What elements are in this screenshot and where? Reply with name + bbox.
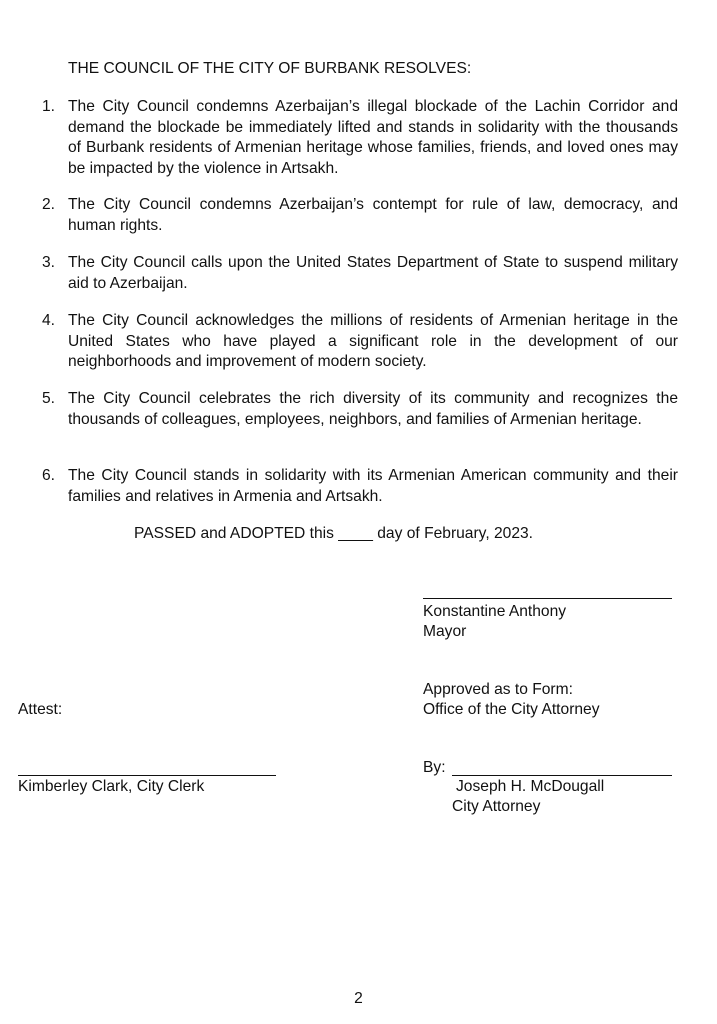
resolution-item bbox=[42, 466, 678, 507]
resolution-text: The City Council condemns Azerbaijan’s contempt for rule of law, democracy, and human rights. bbox=[68, 196, 678, 234]
resolution-item bbox=[42, 195, 678, 236]
clerk-signature-line bbox=[18, 775, 276, 776]
attorney-signature-line bbox=[452, 775, 672, 776]
resolution-item bbox=[42, 253, 678, 294]
resolution-item bbox=[42, 389, 678, 430]
resolves-heading: THE COUNCIL OF THE CITY OF BURBANK RESOLVES: bbox=[68, 60, 472, 77]
resolution-number: 6. bbox=[42, 467, 56, 484]
resolution-text: The City Council stands in solidarity with its Armenian American community and their families and relatives in Armenia and Artsakh. bbox=[68, 467, 678, 505]
resolution-number: 3. bbox=[42, 254, 56, 271]
attest-label: Attest: bbox=[18, 701, 63, 718]
resolution-item bbox=[42, 311, 678, 373]
resolution-text: The City Council acknowledges the millions of residents of Armenian heritage in the United States who have played a significant role in the development of our neighborhoods and improvement of modern society. bbox=[68, 312, 678, 371]
attorney-title: City Attorney bbox=[452, 798, 541, 815]
city-attorney-office-label: Office of the City Attorney bbox=[423, 701, 600, 718]
page-number: 2 bbox=[354, 990, 363, 1007]
by-label: By: bbox=[423, 759, 446, 776]
resolution-text: The City Council celebrates the rich diversity of its community and recognizes the thousands of colleagues, employees, neighbors, and families of Armenian heritage. bbox=[68, 390, 678, 428]
clerk-name-title: Kimberley Clark, City Clerk bbox=[18, 778, 205, 795]
resolution-number: 5. bbox=[42, 390, 56, 407]
passed-adopted-line: PASSED and ADOPTED this ____ day of February, 2023. bbox=[134, 525, 534, 542]
resolution-text: The City Council condemns Azerbaijan’s illegal blockade of the Lachin Corridor and demand the blockade be immediately lifted and stands in solidarity with the thousands of Burbank residents of Armenian heritage whose families, friends, and loved ones may be impacted by the violence in Artsakh. bbox=[68, 98, 678, 177]
approved-as-to-form-label: Approved as to Form: bbox=[423, 681, 573, 698]
resolution-text: The City Council calls upon the United States Department of State to suspend military aid to Azerbaijan. bbox=[68, 254, 678, 292]
resolution-number: 1. bbox=[42, 98, 56, 115]
mayor-name: Konstantine Anthony bbox=[423, 603, 567, 620]
mayor-title: Mayor bbox=[423, 623, 467, 640]
mayor-signature-line bbox=[423, 598, 672, 599]
resolution-item bbox=[42, 97, 678, 179]
resolution-number: 2. bbox=[42, 196, 56, 213]
attorney-name: Joseph H. McDougall bbox=[456, 778, 605, 795]
resolution-number: 4. bbox=[42, 312, 56, 329]
